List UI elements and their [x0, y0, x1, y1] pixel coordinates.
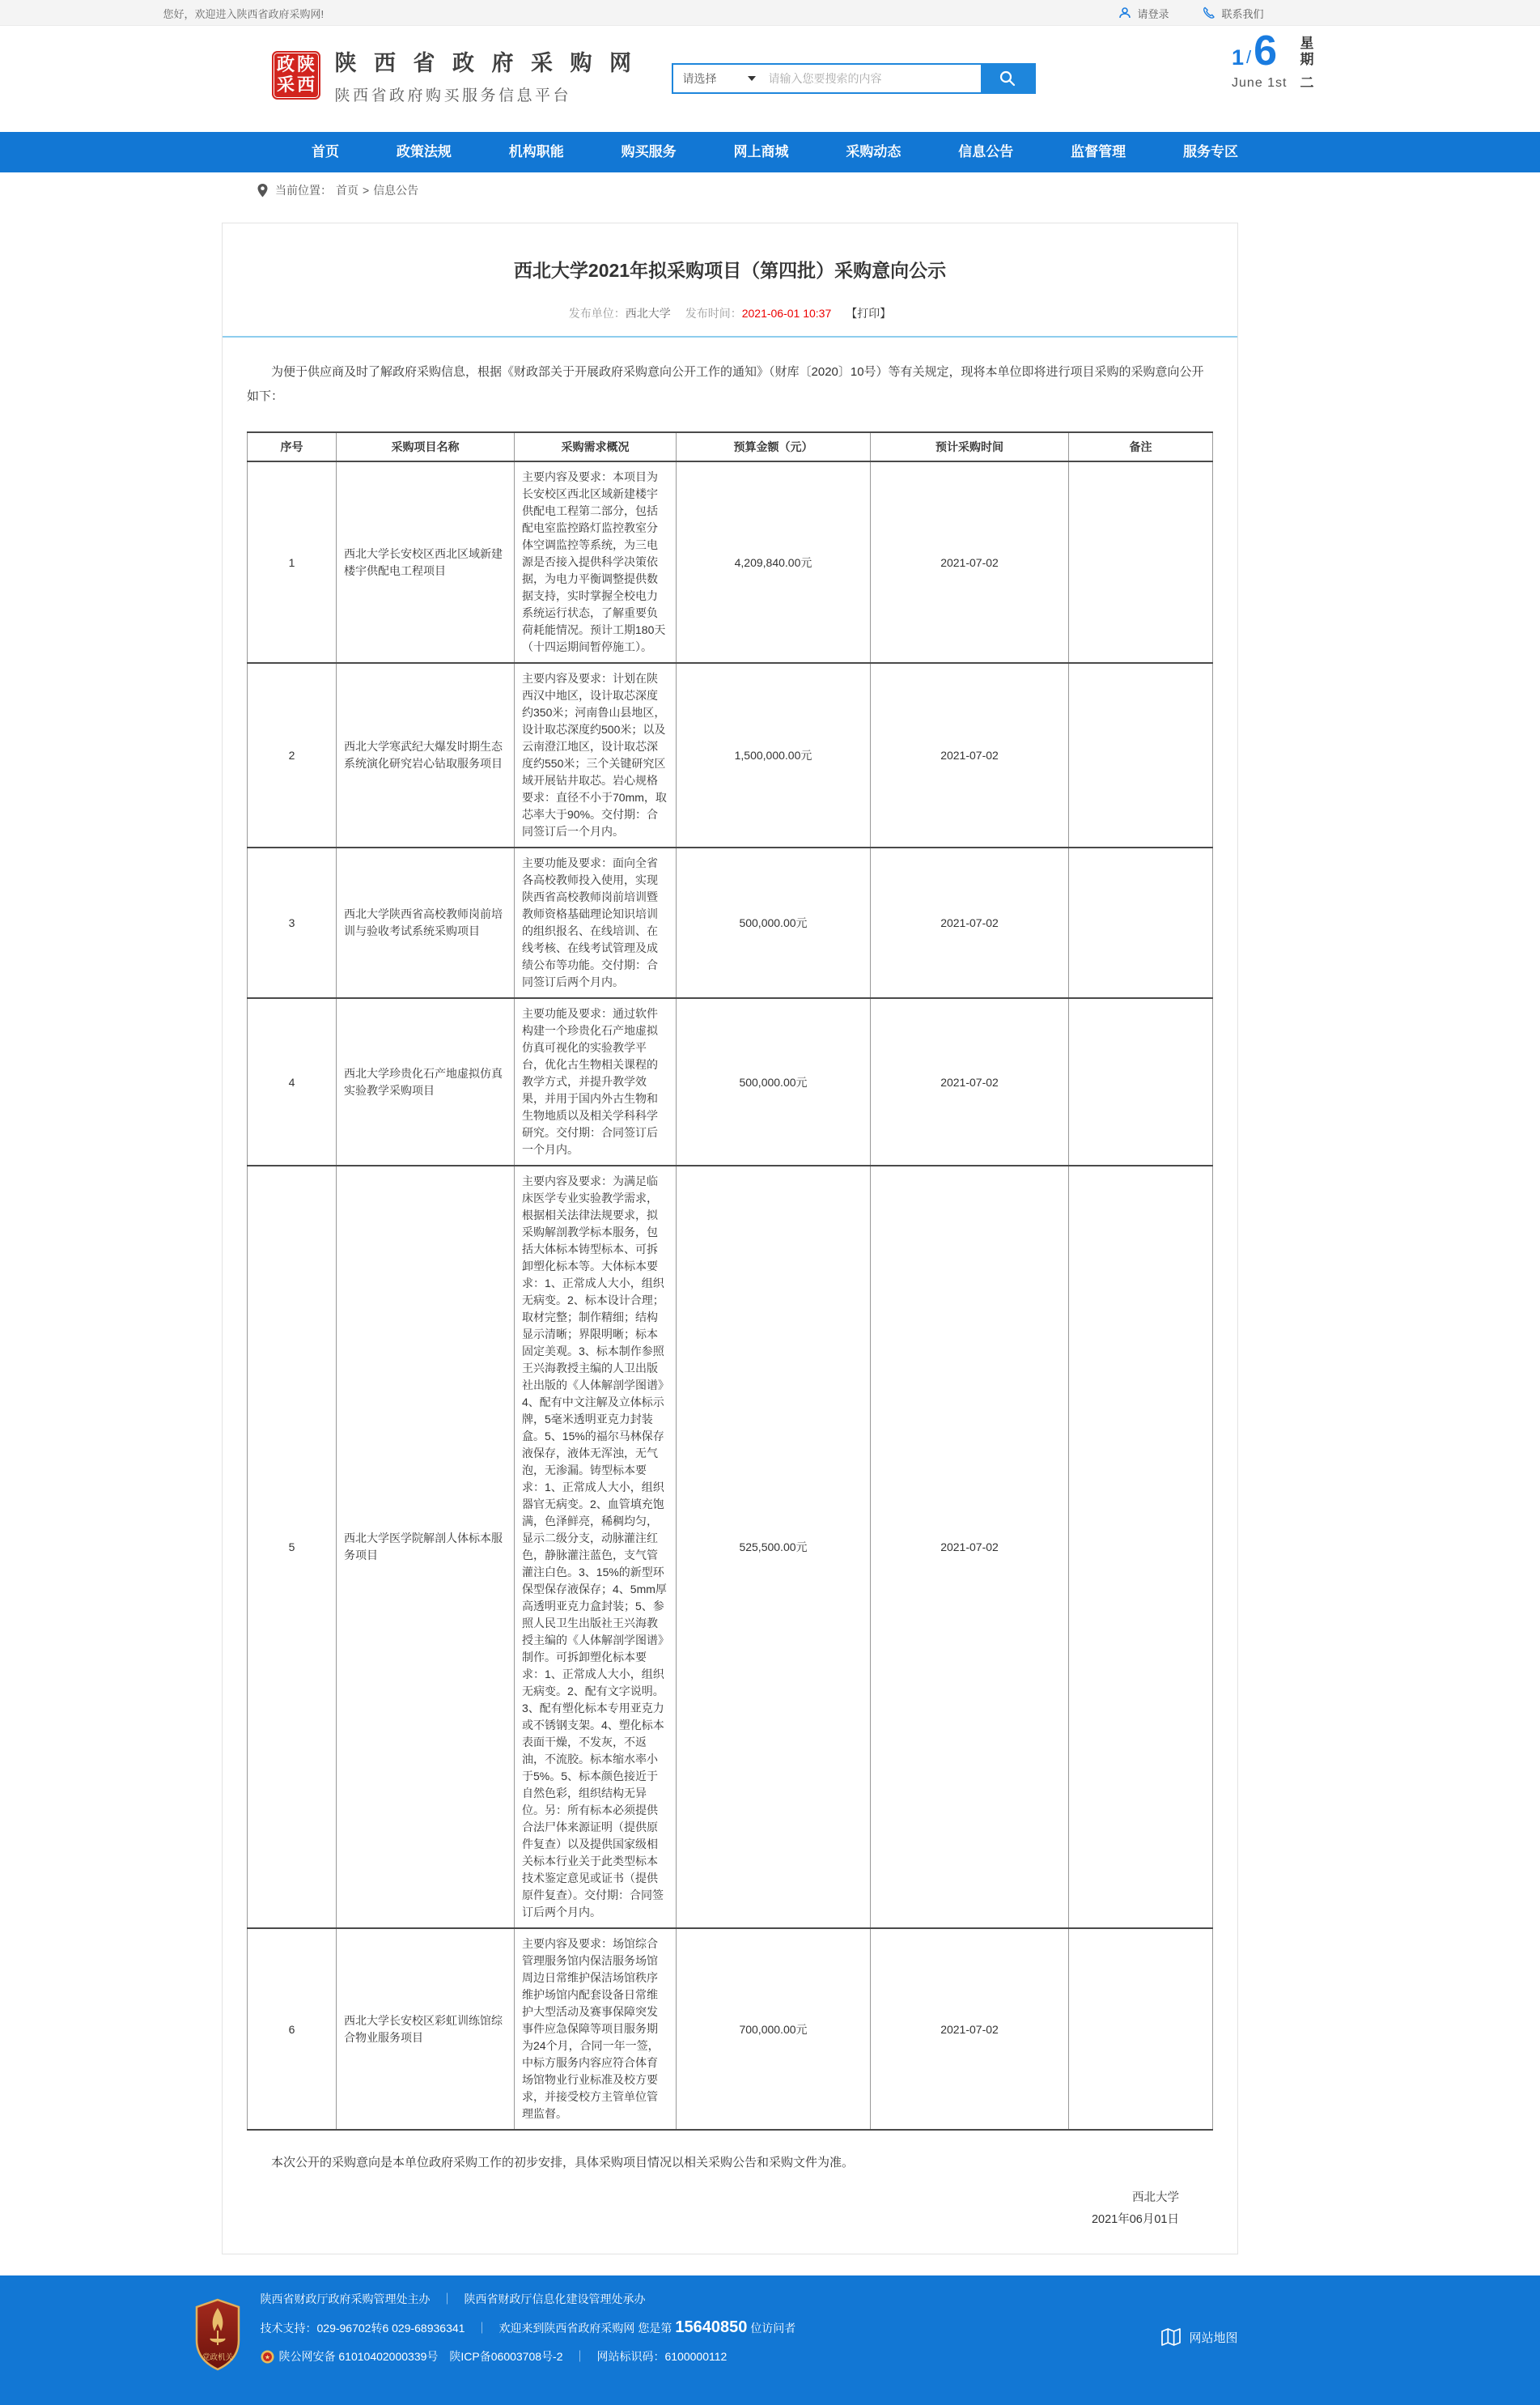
government-badge — [194, 2298, 241, 2375]
cell-desc: 主要内容及要求：为满足临床医学专业实验教学需求，根据相关法律法规要求，拟采购解剖教学标本服务，包括大体标本铸型标本、可拆卸塑化标本等。大体标本要求：1、正常成人大小，组织无病变。2、标本设计合理；取材完整；制作精细；结构显示清晰；界限明晰；标本固定美观。3、标本制作参照王兴海教授主编的人卫出版社出版的《人体解剖学图谱》4、配有中文注解及立体标示牌，5毫米透明亚克力封装盒。5、15%的福尔马林保存液保存，液体无浑浊，无气泡，无渗漏。铸型标本要求：1、正常成人大小，组织器官无病变。2、血管填充饱满，色泽鲜亮，稀稠均匀，显示二级分支，动脉灌注红色，静脉灌注蓝色，支气管灌注白色。3、15%的新型环保型保存液保存；4、5mm厚高透明亚克力盒封装；5、参照人民卫生出版社王兴海教授主编的《人体解剖学图谱》制作。可拆卸塑化标本要求：1、正常成人大小，组织无病变。2、配有文字说明。3、配有塑化标本专用亚克力或不锈钢支架。4、塑化标本表面干燥，不发灰，不返油，不流胶。标本缩水率小于5%。5、标本颜色接近于自然色彩，组织结构无异位。另：所有标本必须提供合法尸体来源证明（提供原件复查）以及提供国家级相关标本行业关于此类型标本技术鉴定意见或证书（提供原件复查）。交付期：合同签订后两个月内。 — [515, 1166, 677, 1928]
nav-item-4[interactable]: 网上商城 — [733, 144, 789, 159]
contact-label: 联系我们 — [1221, 7, 1264, 20]
nav-item-1[interactable]: 政策法规 — [396, 144, 452, 159]
phone-icon — [1203, 6, 1215, 19]
cell-name: 西北大学长安校区西北区域新建楼宇供配电工程项目 — [337, 461, 515, 663]
breadcrumb-label: 当前位置： — [275, 184, 332, 197]
cell-date: 2021-07-02 — [871, 848, 1069, 998]
cell-date: 2021-07-02 — [871, 998, 1069, 1166]
divider — [223, 336, 1237, 338]
police-record-link[interactable] — [261, 2348, 439, 2365]
table-row — [248, 998, 1213, 1166]
publisher-label: 发布单位： — [568, 307, 626, 320]
cell-name: 西北大学寒武纪大爆发时期生态系统演化研究岩心钻取服务项目 — [337, 663, 515, 848]
site-footer — [0, 2275, 1540, 2405]
cell-note — [1069, 1928, 1213, 2130]
table-header-2: 采购需求概况 — [515, 432, 677, 461]
table-header-4: 预计采购时间 — [871, 432, 1069, 461]
cell-note — [1069, 998, 1213, 1166]
map-icon — [1160, 2327, 1182, 2347]
article-card — [222, 223, 1238, 2254]
table-row — [248, 1166, 1213, 1928]
publisher-value: 西北大学 — [625, 307, 671, 320]
breadcrumb-current[interactable]: 信息公告 — [373, 184, 419, 197]
search-bar — [672, 63, 1036, 94]
cell-no: 1 — [248, 461, 337, 663]
logo-char-1: 陕 — [296, 55, 315, 75]
cell-note — [1069, 1166, 1213, 1928]
search-icon — [999, 70, 1016, 87]
logo-char-2: 采 — [276, 75, 295, 96]
breadcrumb-separator: > — [363, 184, 370, 197]
user-icon — [1118, 6, 1131, 19]
police-badge-icon — [261, 2350, 274, 2364]
location-pin-icon — [257, 184, 268, 198]
cell-name: 西北大学珍贵化石产地虚拟仿真实验教学采购项目 — [337, 998, 515, 1166]
breadcrumb — [0, 172, 1540, 208]
cell-desc: 主要内容及要求：计划在陕西汉中地区，设计取芯深度约350米；河南鲁山县地区，设计取芯深度约500米；以及云南澄江地区，设计取芯深度约550米；三个关键研究区域开展钻井取芯。岩心规格要求：直径不小于70mm，取芯率大于90%。交付期：合同签订后一个月内。 — [515, 663, 677, 848]
table-header-1: 采购项目名称 — [337, 432, 515, 461]
publish-time-label: 发布时间： — [685, 307, 742, 320]
top-bar — [0, 0, 1540, 26]
site-subtitle: 陕西省政府购买服务信息平台 — [334, 87, 572, 104]
cell-budget: 4,209,840.00元 — [677, 461, 871, 663]
search-input[interactable] — [764, 65, 981, 92]
nav-item-5[interactable]: 采购动态 — [846, 144, 902, 159]
table-row — [248, 663, 1213, 848]
cell-desc: 主要功能及要求：通过软件构建一个珍贵化石产地虚拟仿真可视化的实验教学平台，优化古生物相关课程的教学方式，并提升教学效果，并用于国内外古生物和生物地质以及相关学科科学研究。交付期：合同签订后一个月内。 — [515, 998, 677, 1166]
date-widget — [1232, 28, 1314, 91]
signature-org: 西北大学 — [1132, 2191, 1179, 2204]
visitor-count: 15640850 — [675, 2318, 748, 2336]
footer-organizer: 陕西省财政厅政府采购管理处主办 — [260, 2292, 431, 2305]
breadcrumb-home-link[interactable]: 首页 — [336, 184, 358, 197]
intro-paragraph: 为便于供应商及时了解政府采购信息，根据《财政部关于开展政府采购意向公开工作的通知》（财库〔2020〕10号）等有关规定，现将本单位即将进行项目采购的采购意向公开如下： — [247, 365, 1204, 403]
cell-name: 西北大学长安校区彩虹训练馆综合物业服务项目 — [337, 1928, 515, 2130]
cell-budget: 500,000.00元 — [677, 998, 871, 1166]
site-header — [0, 26, 1540, 132]
nav-item-0[interactable]: 首页 — [312, 144, 339, 159]
search-select-label: 请选择 — [682, 72, 717, 85]
week-char-1: 星 — [1300, 36, 1314, 51]
party-government-shield-icon — [194, 2298, 241, 2371]
cell-note — [1069, 461, 1213, 663]
cell-desc: 主要内容及要求：本项目为长安校区西北区域新建楼宇供配电工程第二部分，包括配电室监控路灯监控教室分体空调监控等系统，为三电源是否接入提供科学决策依据，为电力平衡调整提供数据支持，实时掌握全校电力系统运行状态，了解重要负荷耗能情况。预计工期180天（十四运期间暂停施工）。 — [515, 461, 677, 663]
icp-number[interactable]: 陕ICP备06003708号-2 — [449, 2350, 563, 2363]
signature-date: 2021年06月01日 — [1091, 2213, 1179, 2226]
page-title: 西北大学2021年拟采购项目（第四批）采购意向公示 — [513, 260, 947, 281]
chevron-down-icon — [748, 76, 756, 81]
cell-name: 西北大学陕西省高校教师岗前培训与验收考试系统采购项目 — [337, 848, 515, 998]
cell-no: 4 — [248, 998, 337, 1166]
cell-budget: 500,000.00元 — [677, 848, 871, 998]
cell-budget: 525,500.00元 — [677, 1166, 871, 1928]
welcome-text: 您好，欢迎进入陕西省政府采购网! — [163, 7, 325, 20]
footer-co-organizer: 陕西省财政厅信息化建设管理处承办 — [464, 2292, 646, 2305]
cell-no: 3 — [248, 848, 337, 998]
login-link[interactable] — [1118, 6, 1169, 21]
footer-line-2: 技术支持：029-96702转6 029-68936341 ｜ 欢迎来到陕西省政府采购网 您是第 15640850 位访问者 — [260, 2318, 796, 2336]
nav-item-3[interactable]: 购买服务 — [621, 144, 677, 159]
article-meta — [247, 305, 1213, 321]
nav-item-2[interactable]: 机构职能 — [508, 144, 564, 159]
cell-date: 2021-07-02 — [871, 461, 1069, 663]
cell-budget: 1,500,000.00元 — [677, 663, 871, 848]
footer-tech-support: 技术支持：029-96702转6 029-68936341 — [260, 2321, 465, 2335]
table-row — [248, 461, 1213, 663]
site-title: 陕 西 省 政 府 采 购 网 — [334, 51, 638, 75]
main-nav-items — [312, 132, 1238, 172]
cell-note — [1069, 848, 1213, 998]
cell-date: 2021-07-02 — [871, 1166, 1069, 1928]
sitemap-label: 网站地图 — [1189, 2331, 1238, 2345]
cell-note — [1069, 663, 1213, 848]
nav-item-8[interactable]: 服务专区 — [1183, 144, 1238, 159]
date-slash: / — [1246, 47, 1252, 67]
publish-time-value: 2021-06-01 10:37 — [741, 307, 832, 320]
search-category-select[interactable] — [673, 65, 764, 92]
footer-visitor-text: 欢迎来到陕西省政府采购网 您是第 15640850 位访问者 — [498, 2318, 796, 2336]
site-identifier: 网站标识码：6100000112 — [596, 2350, 728, 2363]
weekday-number: 二 — [1300, 75, 1314, 91]
cell-no: 2 — [248, 663, 337, 848]
day-number: 6 — [1254, 28, 1278, 74]
cell-name: 西北大学医学院解剖人体标本服务项目 — [337, 1166, 515, 1928]
print-button[interactable]: 【打印】 — [846, 307, 892, 320]
logo-mark — [272, 51, 320, 100]
footer-line-1: 陕西省财政厅政府采购管理处主办 ｜ 陕西省财政厅信息化建设管理处承办 — [261, 2290, 1377, 2308]
logo-char-3: 西 — [296, 75, 315, 96]
cell-desc: 主要功能及要求：面向全省各高校教师投入使用，实现陕西省高校教师岗前培训暨教师资格基础理论知识培训的组织报名、在线培训、在线考核、在线考试管理及成绩公布等功能。交付期：合同签订后两个月内。 — [515, 848, 677, 998]
cell-no: 6 — [248, 1928, 337, 2130]
nav-item-6[interactable]: 信息公告 — [958, 144, 1014, 159]
closing-paragraph: 本次公开的采购意向是本单位政府采购工作的初步安排，具体采购项目情况以相关采购公告和采购文件为准。 — [271, 2156, 855, 2169]
table-row — [248, 848, 1213, 998]
cell-no: 5 — [248, 1166, 337, 1928]
table-header-5: 备注 — [1069, 432, 1213, 461]
cell-budget: 700,000.00元 — [677, 1928, 871, 2130]
table-body — [248, 461, 1213, 2130]
footer-line-3: ★ 陕公网安备 61010402000339号 陕ICP备06003708号-2 ｜ 网站标识码：6100000112 — [261, 2348, 1377, 2365]
main-nav — [0, 132, 1540, 172]
table-header-3: 预算金额（元） — [677, 432, 871, 461]
weekday-label — [1300, 32, 1314, 91]
month-number: 1 — [1232, 45, 1245, 70]
login-label: 请登录 — [1137, 7, 1169, 20]
search-button[interactable] — [981, 65, 1034, 92]
table-header-row — [248, 432, 1213, 461]
sitemap-link[interactable] — [1160, 2327, 1237, 2347]
cell-date: 2021-07-02 — [871, 1928, 1069, 2130]
date-english: June 1st — [1232, 76, 1288, 90]
cell-desc: 主要内容及要求：场馆综合管理服务馆内保洁服务场馆周边日常维护保洁场馆秩序维护场馆内配套设备日常维护大型活动及赛事保障突发事件应急保障等项目服务期为24个月，合同一年一签，中标方服务内容应符合体育场馆物业行业标准及校方要求，并接受校方主管单位管理监督。 — [515, 1928, 677, 2130]
table-row — [248, 1928, 1213, 2130]
procurement-table — [247, 431, 1213, 2131]
logo-char-0: 政 — [276, 55, 295, 75]
nav-item-7[interactable]: 监督管理 — [1071, 144, 1126, 159]
week-char-2: 期 — [1300, 52, 1314, 67]
svg-text:★: ★ — [264, 2353, 270, 2361]
table-header-0: 序号 — [248, 432, 337, 461]
logo[interactable] — [272, 45, 638, 105]
cell-date: 2021-07-02 — [871, 663, 1069, 848]
badge-text: 党政机关 — [202, 2353, 233, 2362]
police-record-number: 陕公网安备 61010402000339号 — [278, 2350, 439, 2363]
contact-link[interactable] — [1203, 6, 1263, 21]
